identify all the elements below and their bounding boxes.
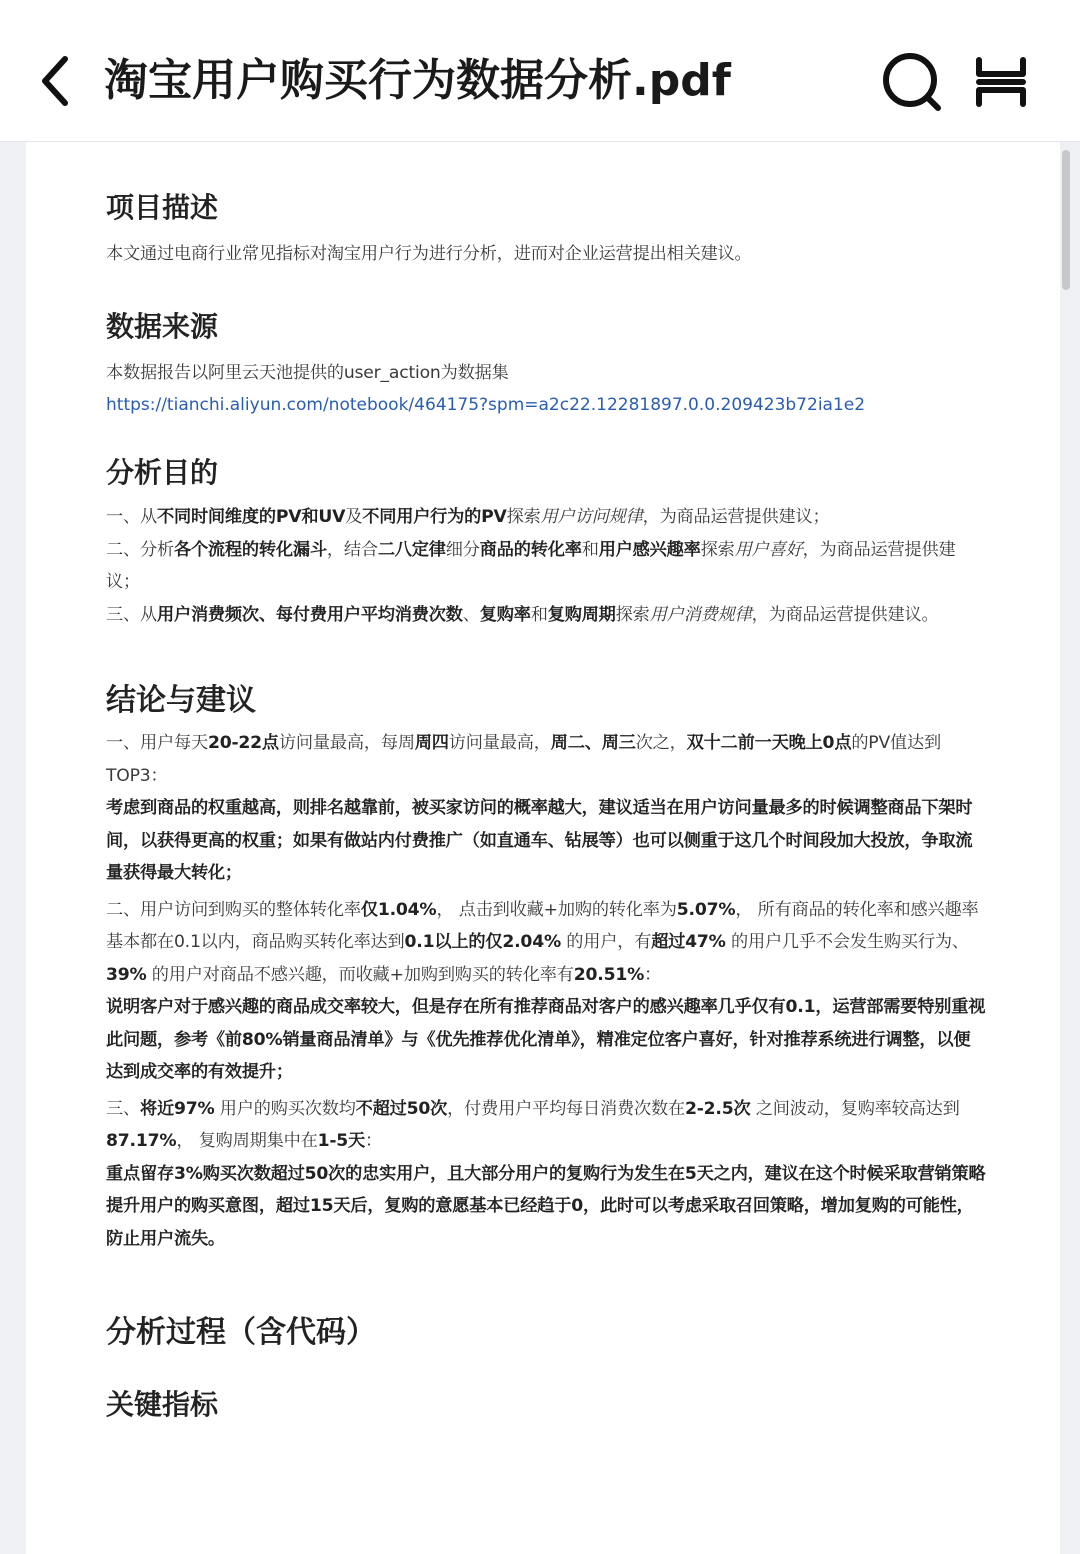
- purpose-item-2: 二、分析各个流程的转化漏斗，结合二八定律细分商品的转化率和用户感兴趣率探索用户喜好，为商品运营提供建议；: [106, 539, 956, 592]
- purpose-item-1: 一、从不同时间维度的PV和UV及不同用户行为的PV探索用户访问规律，为商品运营提供建议；: [106, 507, 830, 527]
- source-link[interactable]: https://tianchi.aliyun.com/notebook/464175?spm=a2c22.12281897.0.0.209423b72ia1e2: [106, 395, 866, 415]
- search-button[interactable]: [880, 50, 944, 114]
- heading-process: 分析过程（含代码）: [106, 1315, 376, 1350]
- heading-purpose: 分析目的: [106, 456, 219, 489]
- source-description: 本数据报告以阿里云天池提供的user_action为数据集: [106, 362, 509, 383]
- project-description: 本文通过电商行业常见指标对淘宝用户行为进行分析，进而对企业运营提出相关建议。: [106, 244, 752, 264]
- pdf-content: [106, 182, 986, 1425]
- conclusion-advice-3: 重点留存3%购买次数超过50次的忠实用户，且大部分用户的复购行为发生在5天之内，建议在这个时候采取营销策略提升用户的购买意图，超过15天后，复购的意愿基本已经趋于0，此时可以考虑采取召回策略，增加复购的可能性，防止用户流失。: [106, 1163, 986, 1249]
- document-title: 淘宝用户购买行为数据分析.pdf: [104, 55, 731, 106]
- pdf-page: [26, 142, 1060, 1554]
- conclusion-advice-2: 说明客户对于感兴趣的商品成交率较大，但是存在所有推荐商品对客户的感兴趣率几乎仅有0.1，运营部需要特别重视此问题，参考《前80%销量商品清单》与《优先推荐优化清单》，精准定位客户喜好，针对推荐系统进行调整，以便达到成交率的有效提升；: [106, 997, 986, 1082]
- menu-button[interactable]: [970, 52, 1032, 112]
- conclusion-item-1: 一、用户每天20-22点访问量最高，每周周四访问量最高，周二、周三次之，双十二前一天晚上0点的PV值达到TOP3：: [106, 733, 941, 786]
- heading-conclusion: 结论与建议: [106, 683, 256, 718]
- back-button[interactable]: [30, 50, 80, 112]
- heading-key-metrics: 关键指标: [106, 1388, 219, 1421]
- conclusion-item-2: 二、用户访问到购买的整体转化率仅1.04%， 点击到收藏+加购的转化率为5.07%， 所有商品的转化率和感兴趣率基本都在0.1以内，商品购买转化率达到0.1以上的仅2.04% 的用户，有超过47% 的用户几乎不会发生购买行为、39% 的用户对商品不感兴趣，而收藏+加购到购买的转化率有20.51%：: [106, 899, 979, 985]
- back-arrow-icon: [37, 55, 73, 107]
- purpose-item-3: 三、从用户消费频次、每付费用户平均消费次数、复购率和复购周期探索用户消费规律，为商品运营提供建议。: [106, 604, 939, 625]
- menu-icon: [973, 56, 1029, 108]
- conclusion-advice-1: 考虑到商品的权重越高，则排名越靠前，被买家访问的概率越大，建议适当在用户访问量最多的时候调整商品下架时间，以获得更高的权重；如果有做站内付费推广（如直通车、钻展等）也可以侧重于这几个时间段加大投放，争取流量获得最大转化；: [106, 798, 973, 883]
- top-bar: [0, 0, 1080, 142]
- heading-source: 数据来源: [106, 309, 219, 343]
- conclusion-item-3: 三、将近97% 用户的购买次数均不超过50次，付费用户平均每日消费次数在2-2.5次 之间波动，复购率较高达到87.17%， 复购周期集中在1-5天：: [106, 1098, 960, 1151]
- scrollbar[interactable]: [1062, 150, 1070, 290]
- search-icon: [880, 50, 944, 114]
- heading-project: 项目描述: [106, 191, 219, 224]
